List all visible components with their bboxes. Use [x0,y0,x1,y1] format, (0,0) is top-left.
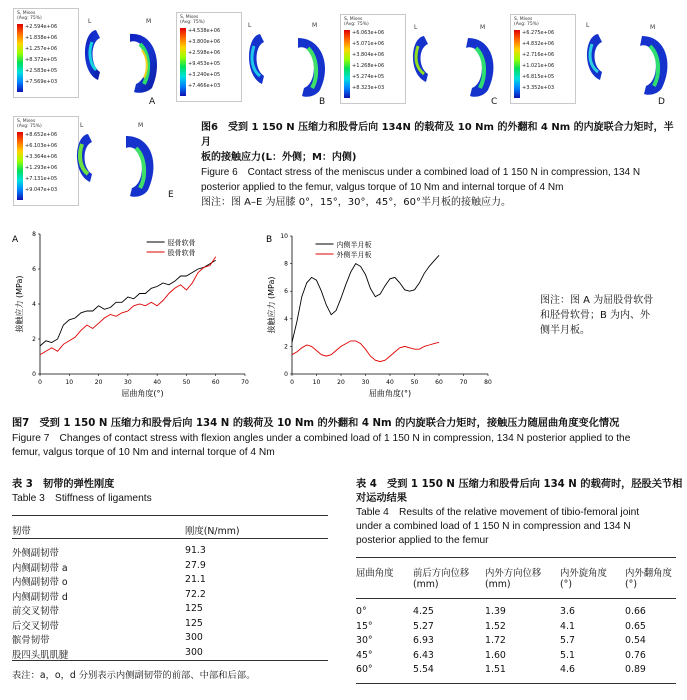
medial-label: M [650,24,656,31]
figure7-note [540,293,680,338]
table4-title-en-3: posterior applied to the femur [356,535,489,546]
x-tick-label: 60 [211,379,220,386]
x-tick-label: 10 [312,379,321,386]
x-tick-label: 50 [410,379,419,386]
medial-label: M [138,122,144,129]
tick: +1.293e+06 [25,165,58,171]
legend-title: S, Mises (Avg: 75%) [17,119,42,129]
legend-panel-a [13,8,79,98]
table4-cell: 0.65 [625,620,646,632]
y-axis-label: 接触应力 (MPa) [267,276,276,334]
x-tick-label: 30 [361,379,370,386]
table3-cell-ligament: 后交叉韧带 [12,620,59,632]
tick: +7.466e+03 [188,83,221,89]
legend-panel-d [510,14,576,104]
tick: +3.240e+05 [188,72,221,78]
legend-ticks [352,28,384,94]
medial-label: M [146,18,152,25]
tick: +7.569e+03 [25,79,58,85]
table4-cell: 30° [356,635,373,646]
x-tick-label: 20 [94,379,103,386]
table3-cell-ligament: 外侧副韧带 [12,548,59,559]
lateral-label: L [88,18,92,25]
table4-cell: 5.7 [560,635,575,646]
table3-cell-ligament: 前交叉韧带 [12,606,59,617]
legend-label: 内侧半月板 [336,241,372,249]
table4-header-cell: 内外翻角度 [625,568,672,579]
table3-cell-stiffness: 125 [185,617,203,629]
table4-cell: 0.89 [625,664,646,675]
series-line-1 [292,255,439,342]
series-line-2 [292,341,439,362]
x-tick-label: 40 [153,379,161,386]
table3-cell-stiffness: 300 [185,632,203,643]
figure6-caption [201,120,681,210]
legend-panel-b [176,12,242,102]
tick: +1.838e+06 [25,35,58,41]
table3-title [12,478,152,506]
table4-header-cell: 内外旋角度 [560,568,607,579]
y-tick-label: 2 [32,336,36,343]
colorbar [17,132,23,200]
lateral-label: L [414,24,418,31]
legend-title: S, Mises (Avg: 75%) [17,11,42,21]
table-rule [12,515,328,516]
y-tick-label: 8 [284,260,288,268]
series-line-2 [40,257,216,355]
y-tick-label: 4 [284,315,288,323]
x-tick-label: 70 [459,379,468,386]
meniscus-image-a [74,22,184,102]
series-line-1 [40,260,216,346]
legend-ticks [25,22,57,88]
tick: +8.652e+06 [25,132,58,138]
table4-cell: 6.93 [413,635,434,646]
table3-header-stiffness: 刚度(N/mm) [185,526,240,537]
legend-label: 胫骨软骨 [167,239,196,247]
tick: +5.274e+05 [352,74,385,80]
table4-cell: 0.66 [625,606,646,617]
lateral-label: L [80,122,84,129]
table-rule [356,557,676,558]
x-tick-label: 70 [241,379,249,386]
table4-cell: 1.39 [485,606,506,617]
table3-cell-ligament: 内侧副韧带 o [12,577,68,588]
table3-cell-ligament: 髌骨韧带 [12,635,50,646]
colorbar [17,24,23,92]
legend-label: 股骨软骨 [167,249,196,257]
table3-cell-stiffness: 21.1 [185,574,206,585]
figure6-caption-en-2: posterior applied to the femur, valgus torque of 10 Nm and internal torque of 4 Nm [201,182,564,193]
table3-cell-ligament: 股四头肌肌腱 [12,649,69,661]
table4-cell: 60° [356,664,373,675]
table4-cell: 45° [356,649,373,661]
x-tick-label: 30 [124,379,132,386]
panel-letter: A [12,235,19,245]
tick: +1.257e+06 [25,46,58,52]
panel-letter-c: C [491,97,498,107]
tick: +3.804e+06 [352,52,385,58]
x-tick-label: 20 [337,379,345,386]
legend-title: S, Mises (Avg: 75%) [344,17,369,27]
table3-cell-ligament: 内侧副韧带 a [12,562,68,574]
table3-cell-ligament: 内侧副韧带 d [12,591,68,603]
tick: +7.131e+05 [25,176,58,182]
tick: +3.364e+06 [25,154,58,160]
table4-cell: 4.25 [413,606,434,617]
tick: +6.103e+06 [25,143,58,149]
x-tick-label: 0 [290,379,294,386]
table4-cell: 4.1 [560,620,575,632]
legend-ticks [188,26,220,92]
table4-header-cell: (mm) [413,579,439,590]
figure7-caption-en-2: femur, valgus torque of 10 Nm and internal torque of 4 Nm [12,447,275,458]
table4-cell: 0° [356,606,367,617]
x-axis-label: 屈曲角度(°) [368,389,412,398]
legend-label: 外侧半月板 [336,251,372,259]
y-tick-label: 4 [32,301,36,308]
tick: +6.275e+06 [522,30,555,36]
figure7-caption [12,417,682,461]
chart-b [262,230,502,410]
tick: +9.453e+05 [188,61,221,67]
tick: +4.832e+06 [522,41,555,47]
legend-ticks [25,130,57,196]
x-tick-label: 40 [386,379,394,386]
table4-header-cell: (mm) [485,579,511,590]
table4-header-cell: 屈曲角度 [356,568,394,579]
table4-cell: 5.27 [413,620,434,632]
table4-header-cell: 内外方向位移 [485,568,542,579]
figure7-note-2: 和胫骨软骨；B 为内、外 [540,310,651,321]
table4-cell: 1.60 [485,649,506,661]
tick: +2.594e+06 [25,24,58,30]
panel-letter-b: B [319,97,326,107]
medial-label: M [480,24,486,31]
table4-title-en-1: Table 4 Results of the relative movement of tibio-femoral joint [356,507,640,518]
tick: +1.021e+06 [522,63,555,69]
table4-cell: 3.6 [560,606,575,617]
table-rule [12,660,328,661]
tick: +2.716e+06 [522,52,555,58]
table4-cell: 15° [356,620,373,632]
panel-letter-e: E [168,190,174,200]
table3-cell-stiffness: 125 [185,603,203,614]
figure6-caption-cn-2: 板的接触应力(L：外侧；M：内侧) [201,152,357,163]
legend-title: S, Mises (Avg: 75%) [514,17,539,27]
y-tick-label: 6 [284,288,288,296]
table4-cell: 1.52 [485,620,506,632]
x-tick-label: 50 [182,379,191,386]
table3-footnote: 表注：a，o，d 分别表示内侧副韧带的前部、中部和后部。 [12,670,256,681]
tick: +2.598e+06 [188,50,221,56]
table4-cell: 1.51 [485,664,506,675]
x-tick-label: 60 [435,379,443,386]
tick: +8.323e+03 [352,85,385,91]
medial-label: M [312,22,318,29]
lateral-label: L [586,22,590,29]
colorbar [514,30,520,98]
chart-a [8,230,258,410]
colorbar [344,30,350,98]
tick: +3.352e+03 [522,85,555,91]
lateral-label: L [248,22,252,29]
table4-header-cell: (°) [625,579,638,590]
figure6-caption-note: 图注：图 A–E 为屈膝 0°，15°，30°，45°，60°半月板的接触应力。 [201,197,511,208]
x-axis-label: 屈曲角度(°) [121,389,164,398]
x-tick-label: 80 [484,379,492,386]
meniscus-image-b [238,28,348,104]
tick: +1.268e+06 [352,63,385,69]
colorbar [180,28,186,96]
figure6-caption-cn-1: 图6 受到 1 150 N 压缩力和股骨后向 134N 的载荷及 10 Nm 的外翻和 4 Nm 的内旋联合力矩时，半月 [201,122,674,148]
legend-title: S, Mises (Avg: 75%) [180,15,205,25]
table4-title-cn-2: 对运动结果 [356,493,407,504]
figure6-caption-en-1: Figure 6 Contact stress of the meniscus under a combined load of 1 150 N in compression, 134 N [201,167,641,178]
panel-letter: B [266,235,273,245]
meniscus-image-d [576,28,686,100]
table3-cell-stiffness: 91.3 [185,545,206,556]
table3-cell-stiffness: 27.9 [185,559,206,571]
table3-header-ligament: 韧带 [12,526,31,537]
y-tick-label: 10 [280,233,288,240]
figure7-caption-en-1: Figure 7 Changes of contact stress with flexion angles under a combined load of 1 150 N in compression, 134 N posterior applied to the [12,432,631,444]
table4-title [356,478,686,548]
figure7-note-1: 图注：图 A 为屈股骨软骨 [540,295,654,306]
y-tick-label: 2 [284,343,288,351]
legend-ticks [522,28,554,94]
x-tick-label: 0 [38,379,42,386]
y-axis-label: 接触应力 (MPa) [15,275,24,333]
table4-cell: 5.1 [560,649,575,661]
table4-title-cn-1: 表 4 受到 1 150 N 压缩力和股骨后向 134 N 的载荷时，胫股关节相 [356,479,683,490]
table4-cell: 1.72 [485,635,506,646]
tick: +5.071e+06 [352,41,385,47]
table3-cell-stiffness: 300 [185,646,203,658]
table4-cell: 0.54 [625,635,646,646]
table4-cell: 4.6 [560,664,575,675]
table4-cell: 0.76 [625,649,646,661]
table4-header-cell: 前后方向位移 [413,568,470,579]
table4-title-en-2: under a combined load of 1 150 N in compression and 134 N [356,521,631,532]
table3-cell-stiffness: 72.2 [185,588,206,600]
y-tick-label: 6 [32,266,36,273]
table4-cell: 6.43 [413,649,434,661]
table3-title-cn: 表 3 韧带的弹性刚度 [12,479,115,490]
y-tick-label: 0 [32,371,36,378]
panel-letter-d: D [658,97,665,107]
legend-panel-c [340,14,406,104]
meniscus-image-c [402,30,512,102]
tick: +3.800e+06 [188,39,221,45]
tick: +8.372e+05 [25,57,58,63]
tick: +6.063e+06 [352,30,385,36]
table3-title-en: Table 3 Stiffness of ligaments [12,493,152,504]
figure7-caption-cn: 图7 受到 1 150 N 压缩力和股骨后向 134 N 的载荷及 10 Nm 的外翻和 4 Nm 的内旋联合力矩时，接触压力随屈曲角度变化情况 [12,418,620,429]
tick: +2.583e+05 [25,68,58,74]
table-rule [12,538,328,539]
panel-letter-a: A [149,97,156,107]
table-rule [356,683,676,684]
table4-header-cell: (°) [560,579,573,590]
x-tick-label: 10 [65,379,74,386]
tick: +9.047e+03 [25,187,58,193]
y-tick-label: 8 [32,231,36,238]
figure7-note-3: 侧半月板。 [540,325,590,336]
tick: +6.815e+05 [522,74,555,80]
table4-cell: 5.54 [413,664,434,675]
tick: +4.538e+06 [188,28,221,34]
y-tick-label: 0 [284,371,288,378]
table-rule [356,598,676,599]
